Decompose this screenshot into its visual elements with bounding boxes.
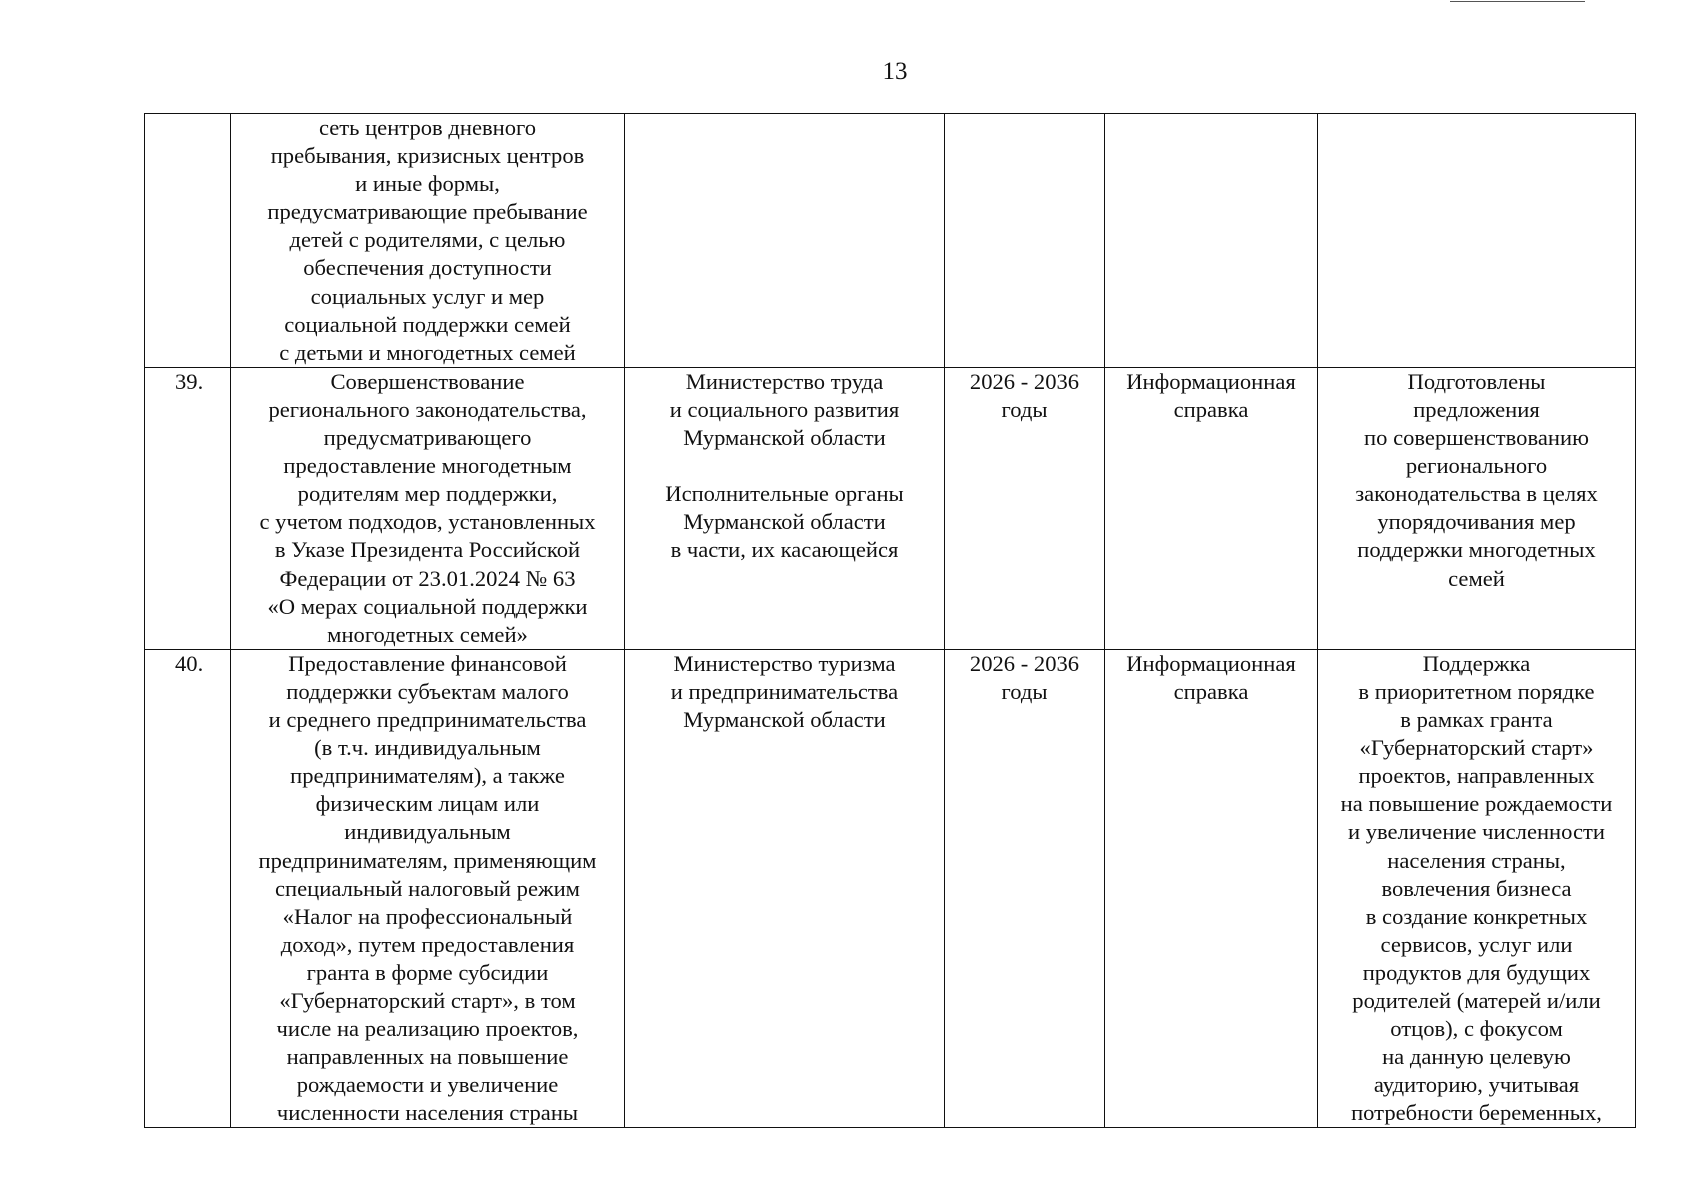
cell-line: потребности беременных, (1351, 1100, 1602, 1126)
cell-line: родителям мер поддержки, (297, 481, 558, 507)
cell-line: социальных услуг и мер (310, 283, 545, 309)
cell-line: проектов, направленных (1358, 763, 1595, 789)
cell-line: рождаемости и увеличение (296, 1072, 559, 1098)
row-number-cell (145, 114, 231, 368)
cell-line: «Губернаторский старт», в том (279, 987, 576, 1013)
row-number-cell: 40. (145, 649, 231, 1128)
cell-line: годы (1001, 678, 1048, 704)
cell-line: и социального развития (669, 396, 900, 422)
cell-line: поддержки многодетных (1357, 537, 1596, 563)
cell-line: в части, их касающейся (670, 537, 899, 563)
cell-line: обеспечения доступности (303, 255, 552, 281)
cell-line: справка (1173, 678, 1249, 704)
cell-line: упорядочивания мер (1377, 509, 1576, 535)
row-number-cell: 39. (145, 367, 231, 649)
cell-line: числе на реализацию проектов, (276, 1016, 579, 1042)
cell-line: и среднего предпринимательства (268, 707, 587, 733)
cell-line: в рамках гранта (1400, 707, 1553, 733)
cell-line: пребывания, кризисных центров (270, 143, 585, 169)
measure-cell (231, 114, 625, 368)
cell-line: индивидуальным (344, 819, 511, 845)
cell-line: в приоритетном порядке (1358, 678, 1595, 704)
cell-line: предпринимателям), а также (290, 763, 565, 789)
cell-line: и предпринимательства (670, 678, 899, 704)
executors-cell (625, 649, 945, 1128)
period-cell (945, 367, 1105, 649)
cell-line: сеть центров дневного (318, 115, 537, 140)
period-cell (945, 114, 1105, 368)
cell-line: численности населения страны (276, 1100, 579, 1126)
executors-cell (625, 367, 945, 649)
cell-line: в Указе Президента Российской (274, 537, 581, 563)
report-form-cell (1105, 367, 1318, 649)
page-number: 13 (882, 58, 908, 85)
cell-line: Поддержка (1422, 650, 1531, 676)
cell-line: Министерство туризма (673, 650, 896, 676)
table-row (145, 367, 1636, 649)
cell-line: и увеличение численности (1347, 819, 1606, 845)
cell-line: справка (1173, 396, 1249, 422)
cell-line: Мурманской области (683, 509, 886, 535)
table-row (145, 649, 1636, 1128)
cell-line: Предоставление финансовой (288, 650, 567, 676)
cell-line: и иные формы, (355, 171, 500, 197)
cell-line: продуктов для будущих (1362, 959, 1591, 985)
cell-line: предоставление многодетным (283, 453, 572, 479)
cell-line: регионального (1405, 453, 1548, 479)
cell-line: направленных на повышение (286, 1044, 569, 1070)
cell-line: с детьми и многодетных семей (279, 339, 576, 365)
cell-line: социальной поддержки семей (284, 311, 571, 337)
cell-line: семей (1448, 565, 1505, 591)
cell-line: физическим лицам или (315, 791, 540, 817)
cell-line: гранта в форме субсидии (306, 959, 549, 985)
report-form-cell (1105, 114, 1318, 368)
cell-line: населения страны, (1387, 847, 1566, 873)
cell-line: Министерство труда (685, 368, 884, 394)
cell-line: родителей (матерей и/или (1352, 987, 1601, 1013)
measure-cell (231, 367, 625, 649)
cell-line: многодетных семей» (327, 621, 528, 647)
cell-line: 2026 - 2036 (969, 368, 1080, 394)
cell-line: предусматривающего (323, 425, 532, 451)
top-margin-rule (1450, 1, 1585, 2)
cell-gap (631, 452, 938, 480)
report-form-cell (1105, 649, 1318, 1128)
cell-line: Мурманской области (683, 425, 886, 451)
executors-cell (625, 114, 945, 368)
cell-line: предложения (1413, 396, 1540, 422)
cell-line: Мурманской области (683, 707, 886, 733)
measures-table (144, 113, 1636, 1128)
cell-line: по совершенствованию (1364, 425, 1589, 451)
cell-line: «О мерах социальной поддержки (267, 593, 588, 619)
cell-line: «Налог на профессиональный (282, 903, 573, 929)
cell-line: Информационная (1126, 368, 1296, 394)
cell-line: Подготовлены (1407, 368, 1546, 394)
cell-line: вовлечения бизнеса (1381, 875, 1572, 901)
cell-line: годы (1001, 396, 1048, 422)
result-cell (1318, 367, 1636, 649)
cell-line: предусматривающие пребывание (267, 199, 588, 225)
cell-line: в создание конкретных (1365, 903, 1588, 929)
cell-line: детей с родителями, с целью (289, 227, 566, 253)
cell-line: на данную целевую (1382, 1044, 1571, 1070)
cell-line: Исполнительные органы (665, 481, 904, 507)
cell-line: регионального законодательства, (268, 396, 587, 422)
cell-line: поддержки субъектам малого (286, 678, 569, 704)
cell-line: законодательства в целях (1355, 481, 1598, 507)
cell-line: «Губернаторский старт» (1359, 735, 1594, 761)
cell-line: на повышение рождаемости (1340, 791, 1613, 817)
table-row (145, 114, 1636, 368)
cell-line: доход», путем предоставления (280, 931, 575, 957)
measure-cell (231, 649, 625, 1128)
result-cell (1318, 114, 1636, 368)
cell-line: специальный налоговый режим (275, 875, 580, 901)
cell-line: Информационная (1126, 650, 1296, 676)
cell-line: аудиторию, учитывая (1373, 1072, 1580, 1098)
cell-line: отцов), с фокусом (1390, 1016, 1563, 1042)
cell-line: 2026 - 2036 (969, 650, 1080, 676)
period-cell (945, 649, 1105, 1128)
cell-line: (в т.ч. индивидуальным (314, 735, 541, 761)
cell-line: Федерации от 23.01.2024 № 63 (279, 565, 576, 591)
cell-line: предпринимателям, применяющим (258, 847, 597, 873)
cell-line: сервисов, услуг или (1380, 931, 1573, 957)
result-cell (1318, 649, 1636, 1128)
cell-line: Совершенствование (330, 368, 525, 394)
cell-line: с учетом подходов, установленных (259, 509, 596, 535)
